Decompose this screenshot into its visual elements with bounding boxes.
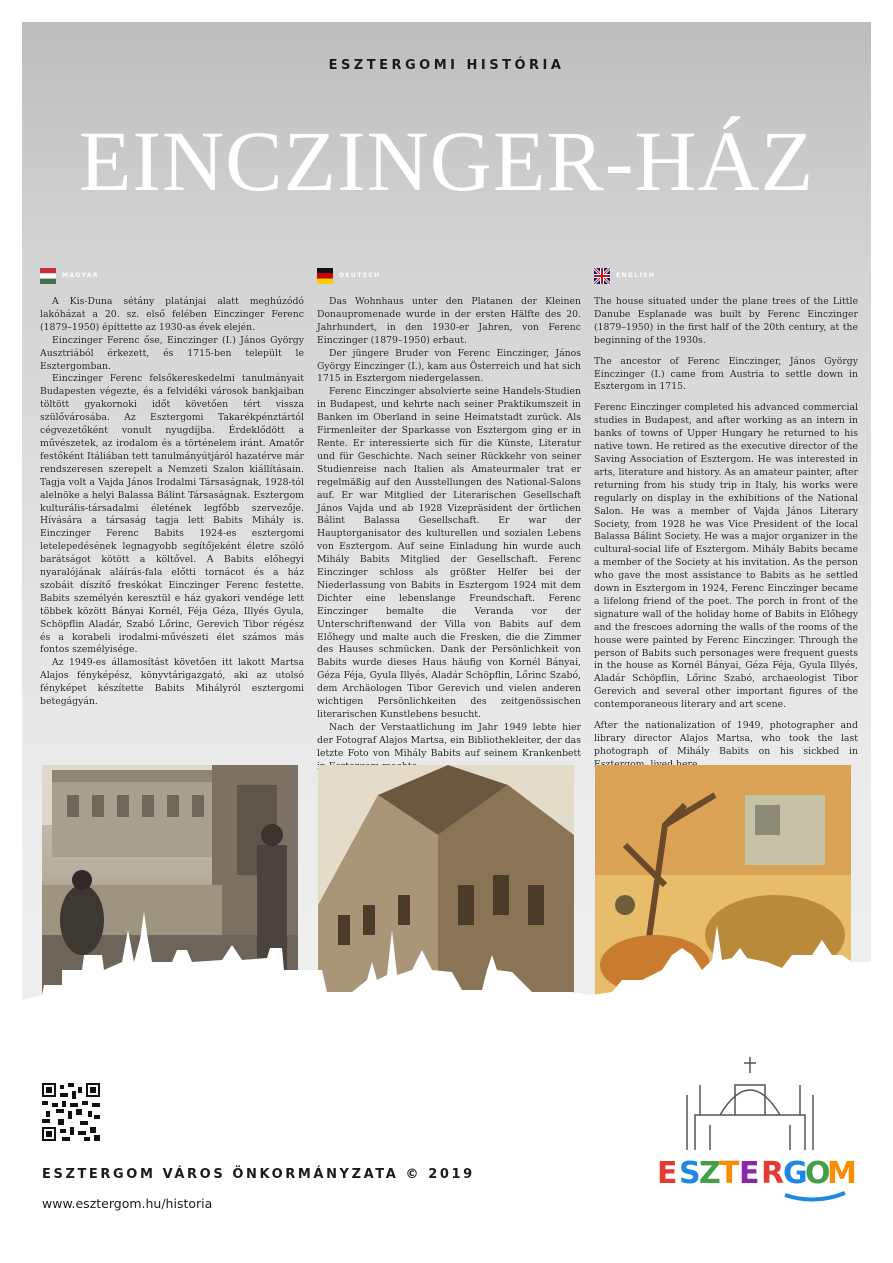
paragraph: Az 1949-es államosítást követően itt lakott Martsa Alajos fényképész, könyvtárigazgató, aki az utolsó fényképet készítette Babits Mihályról esztergomi betegágyán. bbox=[40, 657, 304, 708]
paragraph: Einczinger Ferenc őse, Einczinger (I.) János György Ausztriából érkezett, és 1715-ben települt le Esztergomban. bbox=[40, 334, 304, 372]
lang-label: DEUTSCH bbox=[339, 271, 381, 279]
svg-text:O: O bbox=[805, 1156, 831, 1191]
svg-text:S: S bbox=[679, 1156, 701, 1191]
lang-header-german bbox=[317, 268, 581, 284]
column-german bbox=[317, 268, 581, 774]
paragraph: Der jüngere Bruder von Ferenc Einczinger, János György Einczinger (I.), kam aus Österreich und hat sich 1715 in Esztergom niedergelassen. bbox=[317, 347, 581, 385]
paragraph: The house situated under the plane trees of the Little Danube Esplanade was built by Ferenc Einczinger (1879–1950) in the first half of the 20th century, at the beginning of the 1930s. bbox=[594, 296, 858, 346]
qr-code-icon[interactable] bbox=[42, 1083, 100, 1141]
esztergom-logo bbox=[655, 1055, 857, 1205]
hungary-flag-icon bbox=[40, 268, 56, 284]
svg-text:E: E bbox=[657, 1156, 678, 1191]
paragraph: Das Wohnhaus unter den Platanen der Kleinen Donaupromenade wurde in der ersten Hälfte des 20. Jahrhundert, in den 1930-er Jahren, von Ferenc Einczinger (1879–1950) erbaut. bbox=[317, 296, 581, 346]
series-title: ESZTERGOMI HISTÓRIA bbox=[328, 58, 565, 73]
svg-text:R: R bbox=[761, 1156, 785, 1191]
svg-text:T: T bbox=[719, 1156, 740, 1191]
paragraph: Ferenc Einczinger absolvierte seine Handels-Studien in Budapest, und kehrte nach seiner Praktikumszeit in Banken im Oberland in seine Heimatstadt zurück. Als Firmenleiter der Sparkasse von Esztergom ging er in Rente. Er interessierte sich für die Künste, Literatur und für Geschichte. Nach seiner Rückkehr von seiner Studienreise nach Italien als Amateurmaler trat er regelmäßig auf den Ausstellungen des National-Salons auf. Er war Mitglied der Literarischen Gesellschaft János Vajda und ab 1928 Vizepräsident der örtlichen Bálint Balassa Gesellschaft. Er war der Hauptorganisator des kulturellen und sozialen Lebens von Esztergom. Auf seine Einladung hin wurde auch Mihály Babits Mitglied der Gesellschaft. Ferenc Einczinger schloss als größter Helfer bei der Niederlassung von Babits in Esztergom 1924 mit dem Dichter eine lebenslange Freundschaft. Ferenc Einczinger bemalte die Veranda vor der Unterschriftenwand der Villa von Babits auf dem Előhegy und malte auch die Fresken, die die Zimmer des Hauses schmücken. Dank der Persönlichkeit von Babits wurde dieses Haus häufig von Kornél Bányai, Géza Féja, Gyula Illyés, Aladár Schöpflin, Lőrinc Szabó, dem Archäologen Tibor Gerevich und vielen anderen wichtigen Persönlichkeiten des zeitgenössischen literarischen Kunstlebens besucht. bbox=[317, 386, 581, 720]
germany-flag-icon bbox=[317, 268, 333, 284]
paragraph: Nach der Verstaatlichung im Jahr 1949 lebte hier der Fotograf Alajos Martsa, ein Bibliothekleiter, der das letzte Foto von Mihály Babits auf seinem Krankenbett bbox=[317, 721, 581, 759]
paragraph: The ancestor of Ferenc Einczinger, János György Einczinger (I.) came from Austria to settle down in Esztergom in 1715. bbox=[594, 355, 858, 393]
column-hungarian bbox=[40, 268, 304, 709]
uk-flag-icon bbox=[594, 268, 610, 284]
svg-text:M: M bbox=[827, 1156, 857, 1191]
logo-wordmark: ESZTERGOM bbox=[655, 1055, 662, 1056]
footer-url-link[interactable]: www.esztergom.hu/historia bbox=[42, 1196, 213, 1211]
svg-text:G: G bbox=[783, 1156, 808, 1191]
column-english bbox=[594, 268, 858, 780]
lang-label: ENGLISH bbox=[616, 271, 656, 279]
lang-header-hungarian bbox=[40, 268, 304, 284]
paragraph: Ferenc Einczinger completed his advanced commercial studies in Budapest, and after working as an intern in banks of towns of Upper Hungary he returned to his native town. He retired as the executive director of the Saving Association of Esztergom. He was interested in arts, literature and history. As an amateur painter, after returning from his study trip in Italy, his works were regularly on display in the exhibitions of the National Salon. He was a member of Vajda János Literary Society, from 1928 he was Vice President of the local Balassa Bálint Society. He was a major organizer in the cultural-social life of Esztergom. Mihály Babits became a member of the Society at his invitation. As the person who gave the most assistance to Babits as he settled down in Esztergom in 1924, Ferenc Einczinger became a lifelong friend of the poet. The porch in front of the signature wall of the holiday home of Babits in Előhegy and the frescoes adorning the walls of the rooms of the house were painted by Ferenc Einczinger. Through the person of Babits such personages were frequent guests in the house as Kornél Bányai, Géza Féja, Gyula Illyés, Aladár Schöpflin, Lőrinc Szabó, archaeologist Tibor Gerevich and several other important figures of the contemporaneous literary and art scene. bbox=[594, 402, 858, 711]
lang-label: MAGYAR bbox=[62, 271, 99, 279]
svg-text:Z: Z bbox=[699, 1156, 721, 1191]
paragraph: Einczinger Ferenc felsőkereskedelmi tanulmányait Budapesten végezte, és a felvidéki városok bankjaiban töltött gyakornoki időt követően tért vissza szülővárosába. Az Esztergomi Takarékpénztártól cégvezetőként vonult nyugdíjba. Érdeklődött a művészetek, az irodalom és a történelem iránt. Amatőr festőként Itáliában tett tanulmányútjáról hazatérve már rendszeresen szerepelt a Nemzeti Szalon kiállításain. Tagja volt a Vajda János Irodalmi Társaságnak, 1928-tól alelnöke a helyi Balassa Bálint Társaságnak. Esztergom kulturális-társadalmi életének legfőbb szervezője. Hívására a társaság tagja lett Babits Mihály is. Einczinger Ferenc Babits 1924-es esztergomi letelepedésének legnagyobb segítőjeként életre szóló barátságot kötött a költővel. A Babits előhegyi nyaralójának aláírás-fala előtti tornácot és a ház szobáit díszítő freskókat Einczinger Ferenc festette. Babits személyén keresztül e ház gyakori vendége lett többek között Bányai Kornél, Féja Géza, Illyés Gyula, Schöpflin Aladár, Szabó Lőrinc, Gerevich Tibor régész és a korabeli irodalmi-művészeti élet számos más fontos személyisége. bbox=[40, 373, 304, 656]
svg-text:E: E bbox=[739, 1156, 760, 1191]
lang-header-english bbox=[594, 268, 858, 284]
footer-organization: ESZTERGOM VÁROS ÖNKORMÁNYZATA © 2019 bbox=[42, 1167, 475, 1182]
paragraph: After the nationalization of 1949, photographer and library director Alajos Martsa, who took the last photograph of Mihály Babits on his sickbed in bbox=[594, 720, 858, 757]
paragraph: A Kis-Duna sétány platánjai alatt meghúzódó lakóházat a 20. sz. első felében Einczinger Ferenc (1879–1950) építtette az 1930-as évek elején. bbox=[40, 296, 304, 333]
page-title: EINCZINGER-HÁZ bbox=[78, 113, 815, 209]
